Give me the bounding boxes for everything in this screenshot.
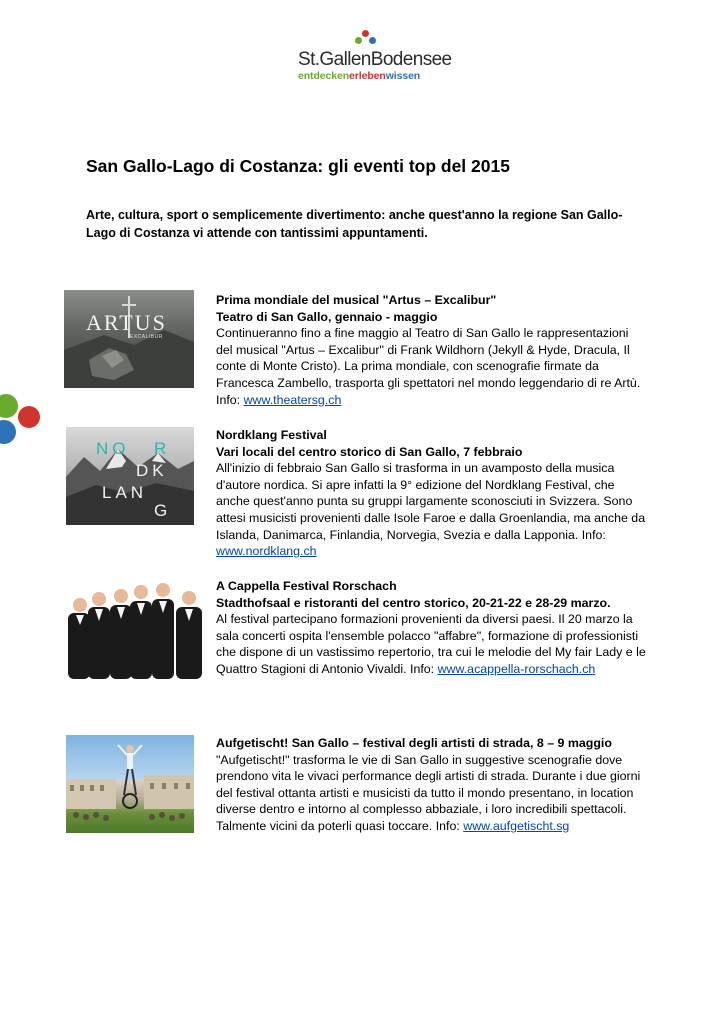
event-link[interactable]: www.aufgetischt.sg [463,818,570,833]
nordklang-letters: LAN [102,483,148,502]
event-title: Prima mondiale del musical "Artus – Excalibur" [216,293,497,307]
nordklang-letters: DK [136,461,168,480]
event-title: Aufgetischt! San Gallo – festival degli artisti di strada, 8 – 9 maggio [216,736,612,750]
logo-dots-icon [355,30,377,48]
event-subtitle: Vari locali del centro storico di San Gallo, 7 febbraio [216,444,523,459]
page-title: San Gallo-Lago di Costanza: gli eventi top del 2015 [86,156,510,176]
nordklang-letters: G [154,501,172,520]
nordklang-letters: NO [96,439,130,458]
artus-poster-subtitle: EXCALIBUR [130,334,163,340]
event-body: Al festival partecipano formazioni provenienti da diversi paesi. Il 20 marzo la sala concerti ospita l'ensemble polacco "affabre", formazione di professionisti che dispone di un vastissimo repertorio, tra cui le melodie del My fair Lady e le Quattro Stagioni di Antonio Vivaldi. Info: [216,612,646,676]
event-artus [216,292,646,408]
event-subtitle: Teatro di San Gallo, gennaio - maggio [216,309,438,324]
logo-name: St.GallenBodensee [298,49,452,70]
tagline-part: entdecken [298,70,350,82]
event-link[interactable]: www.nordklang.ch [216,544,317,559]
nordklang-poster-lettering [66,427,194,525]
aufgetischt-scene-graphic [66,735,194,833]
artus-poster-image [64,290,194,388]
event-title: Nordklang Festival [216,428,327,442]
artus-poster-title: ARTUS [86,310,167,335]
event-link[interactable]: www.theatersg.ch [243,392,342,407]
event-subtitle: Stadthofsaal e ristoranti del centro storico, 20-21-22 e 28-29 marzo. [216,595,611,610]
nordklang-poster-image [66,427,194,525]
decorative-dots-icon [0,394,44,444]
tagline-part: erleben [349,70,386,82]
nordklang-letters: R [154,439,171,458]
event-link[interactable]: www.acappella-rorschach.ch [437,661,596,676]
acappella-group-photo [66,577,204,679]
aufgetischt-festival-photo [66,735,194,833]
logo-tagline [298,70,420,82]
artus-poster-graphic [64,290,194,388]
logo [298,28,458,84]
event-title: A Cappella Festival Rorschach [216,579,397,593]
event-body: All'inizio di febbraio San Gallo si trasforma in un avamposto della musica d'autore nordica. Si apre infatti la 9° edizione del Nordklang Festival, che anche quest'anno punta su gruppi largamente sconosciuti in Svizzera. Sono attesi musicisti provenienti dalle Isole Faroe e dalla Groenlandia, ma anche da Islanda, Danimarca, Finlandia, Norvegia, Svezia e dalla Lapponia. Info: [216,461,646,542]
acappella-singers-graphic [66,577,204,679]
event-body: "Aufgetischt!" trasforma le vie di San Gallo in suggestive scenografie dove prendono vita le vivaci performance degli artisti di strada. Durante i due giorni del festival ottanta artisti e musicisti da tutto il mondo presentano, in location diverse dentro e intorno al complesso abbaziale, i loro incredibili spettacoli. Talmente vicini da poterli quasi toccare. Info: [216,752,641,833]
event-body: Continueranno fino a fine maggio al Teatro di San Gallo le rappresentazioni del musical "Artus – Excalibur" di Frank Wildhorn (Jekyll & Hyde, Dracula, Il conte di Monte Cristo). La prima mondiale, con scenografie firmate da Francesca Zambello, trasporta gli spettatori nel mondo leggendario di re Artù. Info: [216,326,641,407]
intro-paragraph: Arte, cultura, sport o semplicemente divertimento: anche quest'anno la regione San Gallo-Lago di Costanza vi attende con tantissimi appuntamenti. [86,208,623,240]
tagline-part: wissen [385,70,421,82]
event-nordklang [216,427,646,560]
event-acappella [216,578,646,678]
event-aufgetischt [216,735,646,835]
